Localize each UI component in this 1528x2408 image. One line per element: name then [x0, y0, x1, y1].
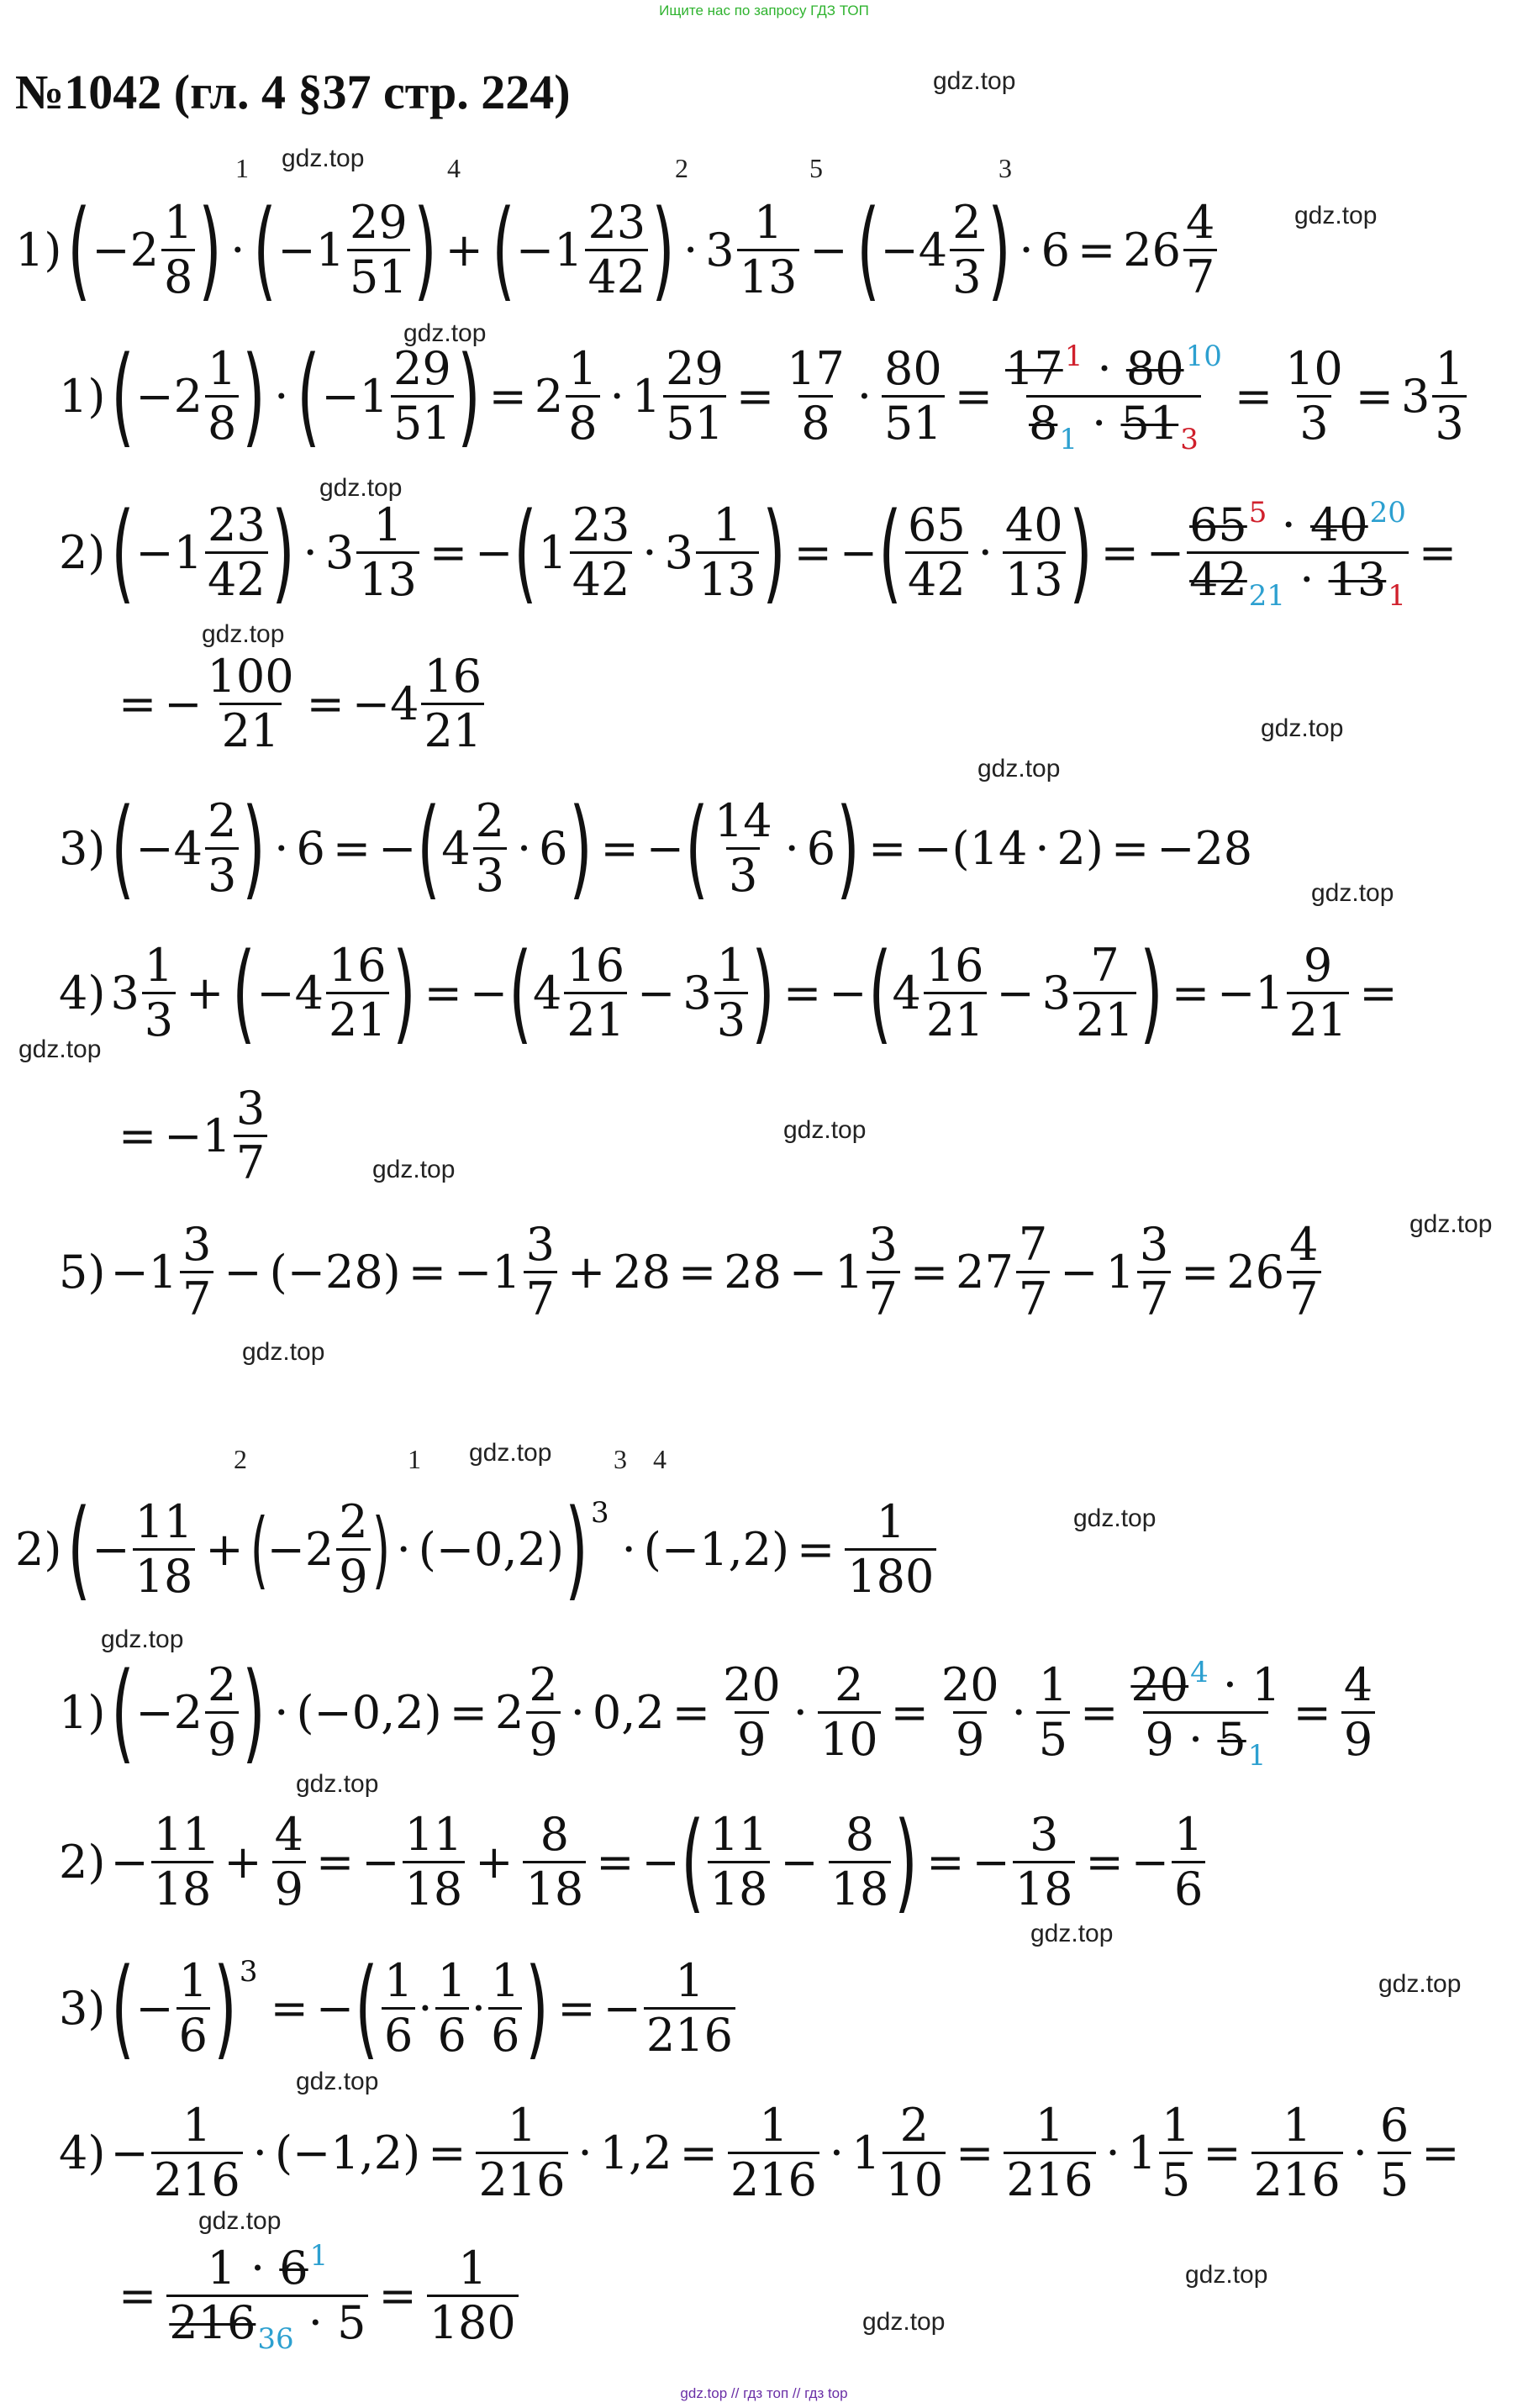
step-2-2: 2) − $\frac{11}{18}$ + $\frac{4}{9}$ = − $\frac{11}{18}$ + $\frac{8}{18}$ = − ( $\frac{11}{18}$ − $\frac{8}{18}$ ) = − $\frac{3}{18}$ = − $\frac{1}{6}$: [59, 1812, 1208, 1912]
top-note: Ищите нас по запросу ГДЗ ТОП: [659, 3, 869, 18]
step-2-1: 1) ( −2 $\frac{2}{9}$ ) · (−0,2) = 2 $\frac{2}{9}$ · 0,2 = $\frac{20}{9}$ · $\frac{2}{10}$ = $\frac{20}{9}$ · $\frac{1}{5}$ = $\frac{20^4 \cdot 1}{9 \cdot 5_1}$ = $\frac{4}{9}$: [59, 1662, 1378, 1763]
watermark: gdz.top: [372, 1156, 456, 1183]
watermark: gdz.top: [783, 1116, 867, 1144]
watermark: gdz.top: [282, 145, 365, 172]
problem-1-label: 1): [15, 223, 62, 277]
order-index: 2: [234, 1444, 247, 1474]
watermark: gdz.top: [1311, 879, 1394, 907]
watermark: gdz.top: [403, 319, 487, 347]
step-2-4: 4) − $\frac{1}{216}$ · (−1,2) = $\frac{1}{216}$ · 1,2 = $\frac{1}{216}$ · 1 $\frac{2}{10}$ = $\frac{1}{216}$ · 1 $\frac{1}{5}$ = $\frac{1}{216}$ · $\frac{6}{5}$ =: [59, 2099, 1460, 2206]
step-2-4-cont: = $\frac{1 \cdot 6^1}{216_{36} \cdot 5}$ = $\frac{1}{180}$: [111, 2246, 521, 2346]
watermark: gdz.top: [1030, 1920, 1114, 1947]
watermark: gdz.top: [296, 1770, 379, 1798]
page-title: №1042 (гл. 4 §37 стр. 224): [15, 65, 571, 119]
order-index: 1: [235, 153, 249, 183]
order-index: 1: [408, 1444, 421, 1474]
step-1-3: 3) ( −4 $\frac{2}{3}$ ) · 6 = − ( 4 $\frac{2}{3}$ · 6 ) = − ( $\frac{14}{3}$ · 6 ) = −(14 · 2) = −28: [59, 785, 1253, 911]
bottom-note: gdz.top // гдз топ // гдз top: [680, 2385, 848, 2401]
problem-2-label: 2): [15, 1522, 62, 1576]
order-index: 2: [675, 153, 688, 183]
watermark: gdz.top: [977, 755, 1061, 782]
step-1-2-cont: = − $\frac{100}{21}$ = −4 $\frac{16}{21}$: [111, 654, 487, 754]
watermark: gdz.top: [101, 1626, 184, 1653]
watermark: gdz.top: [242, 1338, 325, 1366]
watermark: gdz.top: [296, 2068, 379, 2095]
step-1-2: 2) ( −1 $\frac{23}{42}$ ) · 3 $\frac{1}{13}$ = − ( 1 $\frac{23}{42}$ · 3 $\frac{1}{13}$ ) = − ( $\frac{65}{42}$ · $\frac{40}{13}$ ) = − $\frac{65^5 \cdot 40^{20}}{42_{21} \cdot 13_1}$ =: [59, 489, 1457, 615]
watermark: gdz.top: [933, 67, 1016, 95]
watermark: gdz.top: [1185, 2261, 1268, 2289]
watermark: gdz.top: [1409, 1210, 1493, 1238]
order-index: 4: [653, 1444, 667, 1474]
order-index: 4: [447, 153, 461, 183]
order-index: 3: [998, 153, 1012, 183]
watermark: gdz.top: [202, 620, 285, 648]
watermark: gdz.top: [862, 2308, 946, 2336]
watermark: gdz.top: [1073, 1504, 1157, 1532]
watermark: gdz.top: [319, 474, 403, 502]
order-index: 5: [809, 153, 823, 183]
watermark: gdz.top: [1261, 714, 1344, 742]
problem-2-statement: 2) ( − $\frac{11}{18}$ + ( −2 $\frac{2}{9}$ ) · (−0,2) ) 3 · (−1,2) = $\frac{1}{180}$: [15, 1499, 939, 1599]
watermark: gdz.top: [1378, 1970, 1462, 1998]
watermark: gdz.top: [18, 1035, 102, 1063]
watermark: gdz.top: [1294, 202, 1378, 229]
watermark: gdz.top: [469, 1439, 552, 1467]
watermark: gdz.top: [198, 2207, 282, 2235]
order-index: 3: [614, 1444, 627, 1474]
step-2-3: 3) ( − $\frac{1}{6}$ ) 3 = − ( $\frac{1}{6}$ · $\frac{1}{6}$ · $\frac{1}{6}$ ) = − $\frac{1}{216}$: [59, 1958, 738, 2058]
step-1-1: 1) ( −2 $\frac{1}{8}$ ) · ( −1 $\frac{29}{51}$ ) = 2 $\frac{1}{8}$ · 1 $\frac{29}{51}$ = $\frac{17}{8}$ · $\frac{80}{51}$ = $\frac{17^1 \cdot 80^{10}}{8_1 \cdot 51_3}$ = $\frac{10}{3}$ = 3 $\frac{1}{3}$: [59, 346, 1469, 446]
step-1-5: 5) −1 $\frac{3}{7}$ − (−28) = −1 $\frac{3}{7}$ + 28 = 28 − 1 $\frac{3}{7}$ = 27 $\frac{7}{7}$ − 1 $\frac{3}{7}$ = 26 $\frac{4}{7}$: [59, 1222, 1324, 1322]
problem-1-statement: 1) ( −2 $\frac{1}{8}$ ) · ( −1 $\frac{29}{51}$ ) + ( −1 $\frac{23}{42}$ ) · 3 $\frac{1}{13}$ − ( −4 $\frac{2}{3}$ ) · 6 = 26 $\frac{4}{7}$: [15, 200, 1220, 300]
step-1-4: 4) 3 $\frac{1}{3}$ + ( −4 $\frac{16}{21}$ ) = − ( 4 $\frac{16}{21}$ − 3 $\frac{1}{3}$ ) = − ( 4 $\frac{16}{21}$ − 3 $\frac{7}{21}$ ) = −1 $\frac{9}{21}$ =: [59, 930, 1398, 1056]
step-1-4-cont: = −1 $\frac{3}{7}$: [111, 1086, 270, 1186]
